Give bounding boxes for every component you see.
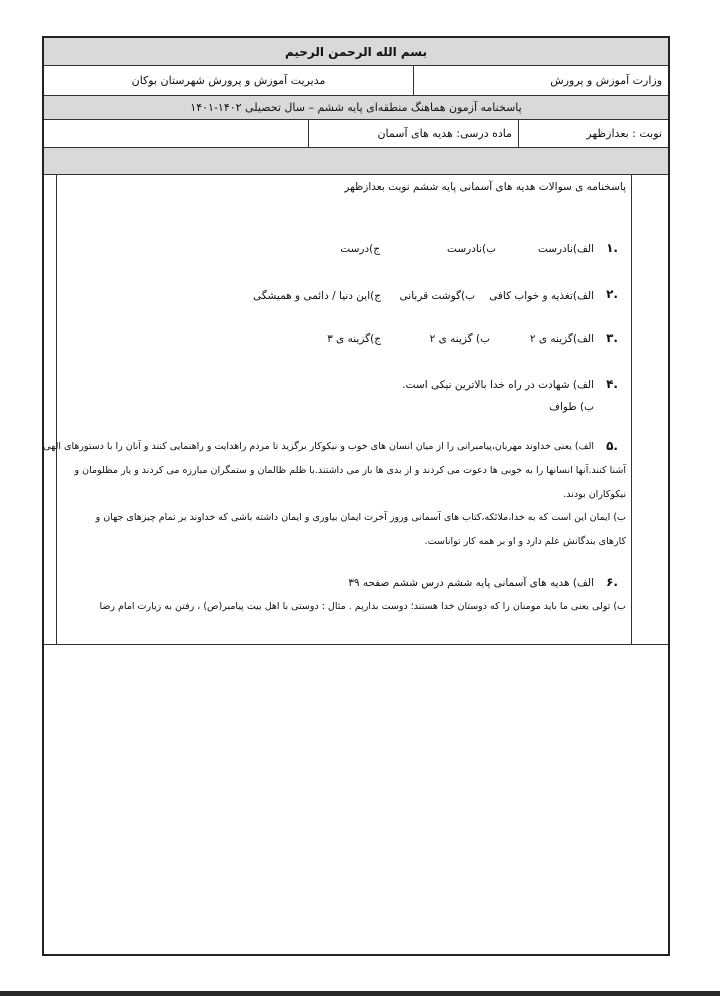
q3-answer-a: الف)گزینه ی ۲ [529, 333, 594, 345]
q5-answer-b-line2: کارهای بندگانش علم دارد و او بر همه کار تواناست. [424, 536, 626, 547]
q1-answer-b: ب)نادرست [447, 243, 496, 255]
q5-answer-a-line3: نیکوکاران بودند. [563, 489, 626, 500]
subject-label: ماده درسی: هدیه های آسمان [377, 127, 512, 140]
q2-answer-b: ب)گوشت قربانی [399, 290, 475, 302]
q6-answer-b: ب) تولی یعنی ما باید مومنان را که دوستان خدا هستند؛ دوست بداریم . مثال : دوستی با اهل بیت پیامبر(ص) ، رفتن به زیارت امام رضا [99, 601, 626, 612]
session-label: نوبت : بعدازظهر [586, 127, 662, 140]
blank-separator-row [44, 148, 668, 175]
q1-answer-c: ج)درست [340, 243, 380, 255]
q5-answer-a-line2: آشنا کنند.آنها انسانها را به خوبی ها دعوت می کردند و از بدی ها باز می داشتند.با ظلم ظالمان و ستمگران مبارزه می کردند و یار مظلومان و [74, 465, 626, 476]
q1-answer-a: الف)نادرست [537, 243, 594, 255]
page-bottom-bar [0, 991, 720, 996]
q4-answer-b: ب) طواف [549, 401, 594, 413]
department-name: مدیریت آموزش و پرورش شهرستان بوکان [131, 74, 326, 87]
exam-title: پاسخنامه آزمون هماهنگ منطقه‌ای پایه ششم – سال تحصیلی ۱۴۰۲-۱۴۰۱ [190, 101, 522, 114]
q3-answer-c: ج)گزینه ی ۳ [327, 333, 381, 345]
right-margin-column [631, 175, 668, 644]
question-number: ۶. [606, 575, 618, 589]
organization-row [44, 66, 668, 96]
ministry-name: وزارت آموزش و پرورش [550, 74, 662, 87]
q2-answer-a: الف)تغذیه و خواب کافی [489, 290, 594, 302]
bismillah-text: بسم الله الرحمن الرحیم [284, 44, 428, 59]
session-subject-row [44, 120, 668, 148]
q2-answer-c: ج)این دنیا / دائمی و همیشگی [253, 290, 381, 302]
question-number: ۲. [606, 287, 618, 301]
answers-heading: پاسخنامه ی سوالات هدیه های آسمانی پایه ششم نوبت بعدازظهر [344, 181, 626, 193]
exam-title-row [44, 96, 668, 120]
q5-answer-b-line1: ب) ایمان این است که به خدا،ملائکه،کتاب های آسمانی وروز آخرت ایمان بیاوری و ایمان داشته باشی که خداوند بر تمام چیزهای جهان و [95, 512, 626, 523]
left-margin-column [44, 175, 57, 644]
question-number: ۳. [606, 331, 618, 345]
q6-answer-a: الف) هدیه های آسمانی پایه ششم درس ششم صفحه ۳۹ [348, 577, 594, 589]
answers-section [44, 175, 668, 645]
question-number: ۵. [606, 439, 618, 453]
question-number: ۱. [606, 241, 618, 255]
q5-answer-a-line1: الف) یعنی خداوند مهربان،پیامبرانی را از میان انسان های خوب و نیکوکار برگزید تا مردم راهدایت و راهنمایی کنند و آنان را با دستورهای الهی [43, 441, 594, 452]
q3-answer-b: ب) گزینه ی ۲ [429, 333, 490, 345]
bismillah-row [44, 38, 668, 66]
answer-sheet-frame [42, 36, 670, 956]
question-number: ۴. [606, 377, 618, 391]
q4-answer-a: الف) شهادت در راه خدا بالاترین نیکی است. [402, 379, 594, 391]
